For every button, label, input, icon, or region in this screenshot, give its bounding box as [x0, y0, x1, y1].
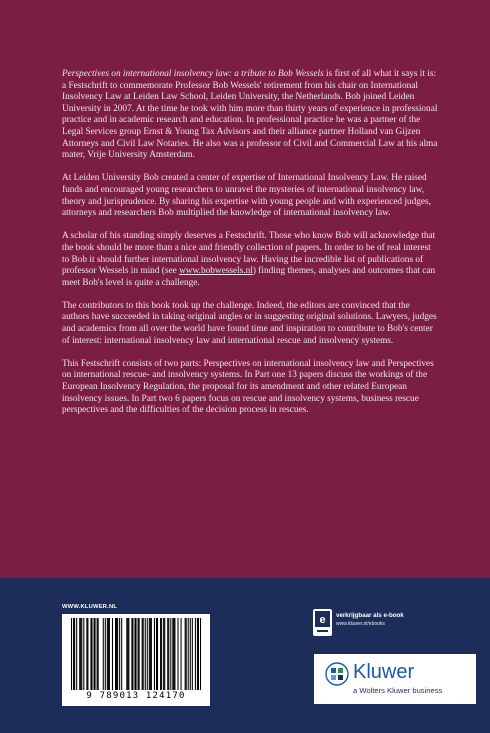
kluwer-tagline: a Wolters Kluwer business	[353, 686, 443, 695]
kluwer-emblem-icon	[325, 662, 349, 686]
isbn-barcode	[62, 614, 210, 706]
blurb-paragraph-5: This Festschrift consists of two parts: Perspectives on international insolvency law and Perspectives on international rescue- and insolvency systems. In Part one 13 papers discuss the workings of the European Insolvency Regulation, the proposal for its amendment and other related European insolvency issues. In Part two 6 papers focus on rescue and insolvency systems, business rescue perspectives and the difficulties of the decision process in rescues.	[62, 358, 434, 416]
bobwessels-link[interactable]: www.bobwessels.nl	[179, 266, 253, 277]
ebook-notice	[336, 612, 404, 628]
isbn-digits: 9 789013 124170	[86, 691, 186, 701]
blurb-paragraph-3: A scholar of his standing simply deserves a Festschrift. Those who know Bob will acknowledge that the book should be more than a nice and friendly collection of papers. In order to be of real interest to Bob it should further international insolvency law. Having the incredible list of publications of professor Wessels in mind (see www.bobwessels.nl) finding themes, analyses and outcomes that can meet Bob's level is quite a challenge.	[62, 231, 436, 288]
kluwer-logo-box	[314, 654, 476, 704]
publisher-url: WWW.KLUWER.NL	[62, 604, 118, 610]
blurb-paragraph-1: Perspectives on international insolvency law: a tribute to Bob Wessels is first of all what it says it is: a Festschrift to commemorate Professor Bob Wessels' retirement from his chair on International Insolvency Law at Leiden Law School, Leiden University, the Netherlands. Bob joined Leiden University in 2007. At the time he took with him more than thirty years of experience in professional practice and in academic research and education. In professional practice he was a partner of the Legal Services group Ernst & Young Tax Advisors and their alliance partner Holland van Gijzen Attorneys and Civil Law Notaries. He also was a professor of Civil and Commercial Law at his alma mater, Vrije University Amsterdam.	[62, 69, 438, 161]
ebook-line-1: verkrijgbaar als e-book	[336, 612, 404, 619]
ebook-icon	[313, 609, 332, 636]
blurb-paragraph-4: The contributors to this book took up the challenge. Indeed, the editors are convinced that the authors have succeeded in taking original angles or in suggesting original solutions. Lawyers, judges and academics from all over the world have found time and inspiration to contribute to Bob's center of interest: international insolvency law and international rescue and insolvency systems.	[62, 300, 437, 346]
blurb-paragraph-2: At Leiden University Bob created a center of expertise of International Insolvency Law. He raised funds and encouraged young researchers to unravel the mysteries of international insolvency law, theory and jurisprudence. By sharing his expertise with young people and with experienced judges, attorneys and researchers Bob multiplied the knowledge of international insolvency law.	[62, 173, 431, 219]
kluwer-wordmark: Kluwer	[353, 661, 415, 683]
book-title: Perspectives on international insolvency law: a tribute to Bob Wessels	[62, 69, 324, 79]
ebook-line-2: www.kluwer.nl/ebooks	[336, 621, 385, 627]
back-cover-blurb	[62, 69, 438, 428]
ebook-icon-letter: e	[319, 614, 326, 626]
